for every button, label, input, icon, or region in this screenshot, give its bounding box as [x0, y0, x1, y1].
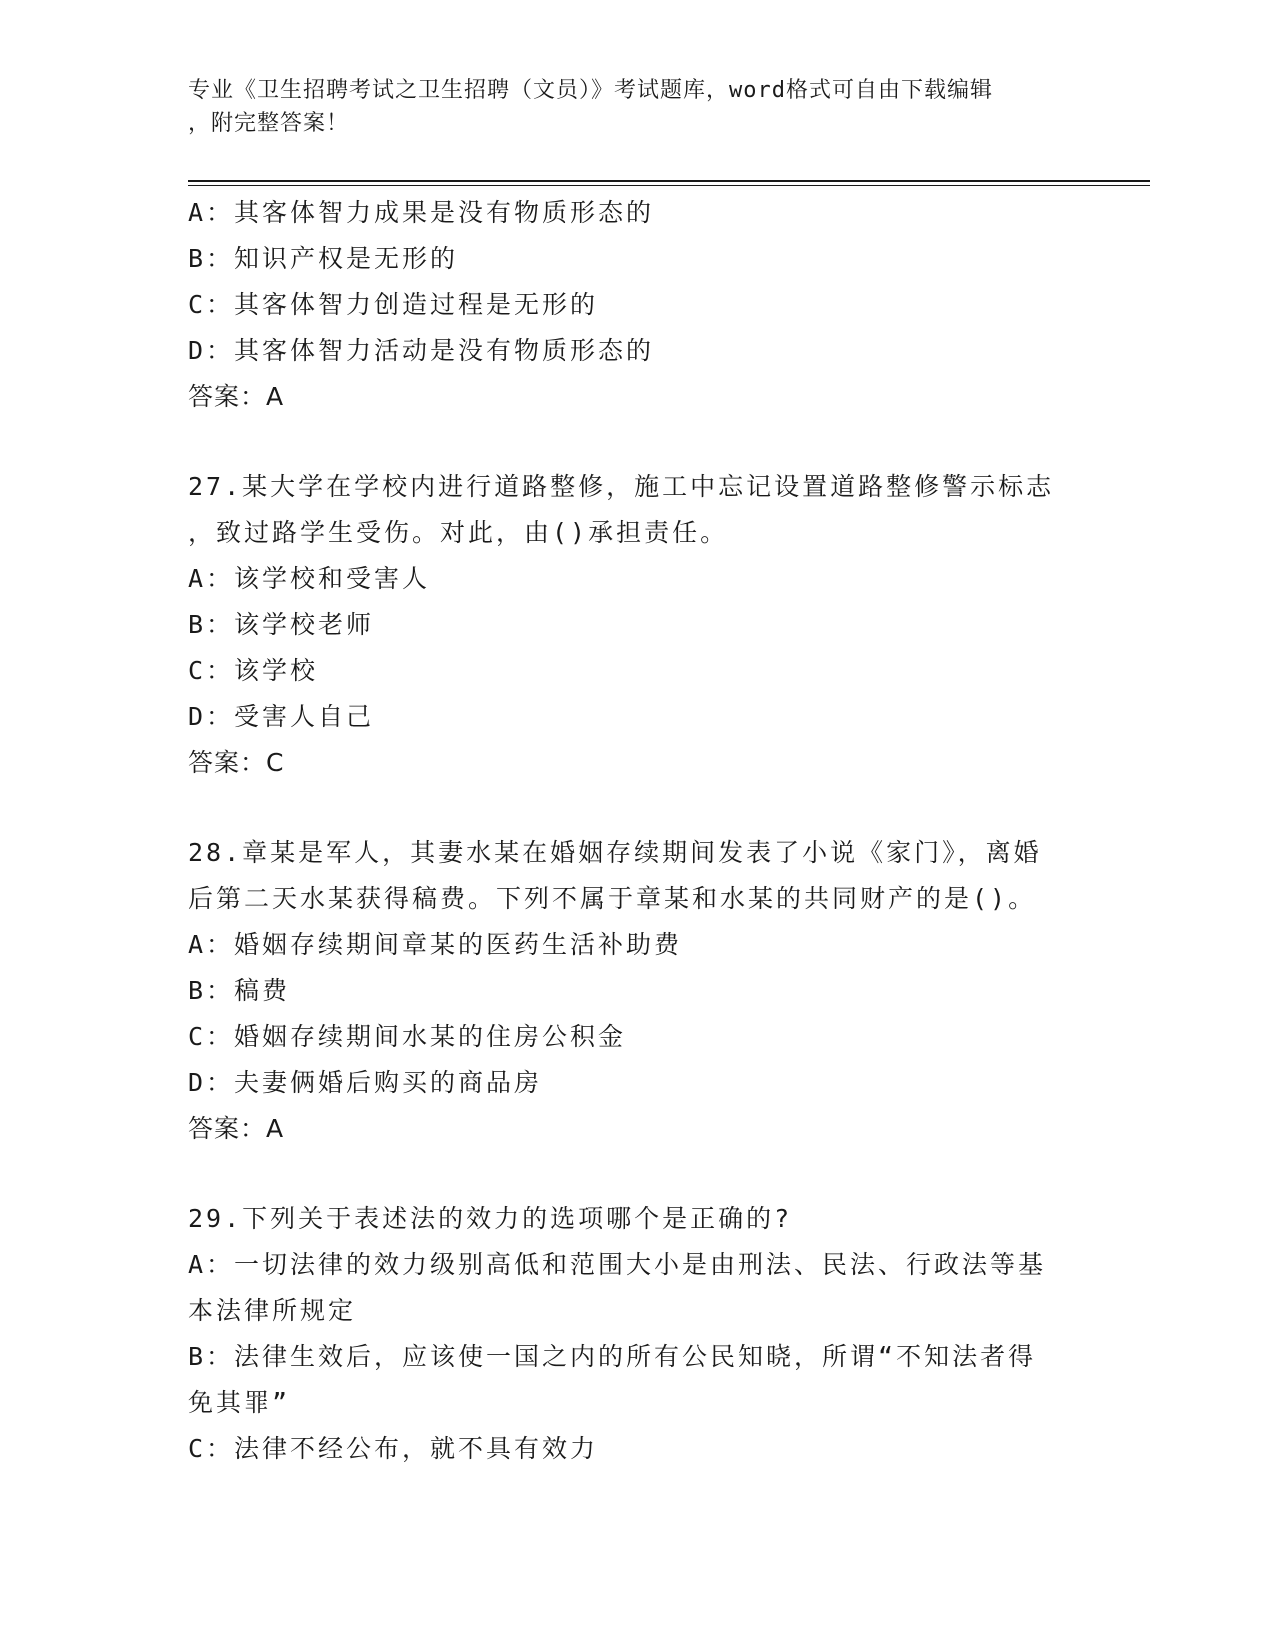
question-stem: 27.某大学在学校内进行道路整修，施工中忘记设置道路整修警示标志 [188, 472, 1055, 501]
header-divider-thin [188, 185, 1150, 186]
option-a: A：该学校和受害人 [188, 564, 431, 593]
option-a: A：一切法律的效力级别高低和范围大小是由刑法、民法、行政法等基 [188, 1250, 1047, 1279]
option-a-cont: 本法律所规定 [188, 1296, 357, 1325]
question-list [188, 190, 1088, 1472]
option-c: C：该学校 [188, 656, 319, 685]
option-a: A：其客体智力成果是没有物质形态的 [188, 198, 655, 227]
question-28 [188, 830, 1088, 1152]
option-c: C：法律不经公布，就不具有效力 [188, 1434, 599, 1463]
option-c: C：婚姻存续期间水某的住房公积金 [188, 1022, 627, 1051]
question-stem: 28.章某是军人，其妻水某在婚姻存续期间发表了小说《家门》，离婚 [188, 838, 1042, 867]
answer: 答案：A [188, 1114, 285, 1143]
spacer [188, 786, 1088, 830]
question-26 [188, 190, 1088, 420]
question-stem-cont: 后第二天水某获得稿费。下列不属于章某和水某的共同财产的是()。 [188, 884, 1037, 913]
header-line-2: ，附完整答案！ [188, 111, 350, 136]
header-divider-thick [188, 180, 1150, 182]
option-b-cont: 免其罪” [188, 1388, 291, 1417]
option-b: B：法律生效后，应该使一国之内的所有公民知晓，所谓“不知法者得 [188, 1342, 1037, 1371]
document-header [188, 74, 1068, 140]
option-b: B：稿费 [188, 976, 291, 1005]
spacer [188, 420, 1088, 464]
option-a: A：婚姻存续期间章某的医药生活补助费 [188, 930, 683, 959]
spacer [188, 1152, 1088, 1196]
question-27 [188, 464, 1088, 786]
question-stem-cont: ，致过路学生受伤。对此，由()承担责任。 [188, 518, 729, 547]
option-b: B：知识产权是无形的 [188, 244, 459, 273]
option-b: B：该学校老师 [188, 610, 375, 639]
header-line-1: 专业《卫生招聘考试之卫生招聘（文员）》考试题库，word格式可自由下载编辑 [188, 78, 993, 103]
option-d: D：其客体智力活动是没有物质形态的 [188, 336, 655, 365]
question-29 [188, 1196, 1088, 1472]
option-d: D：夫妻俩婚后购买的商品房 [188, 1068, 543, 1097]
question-stem: 29.下列关于表述法的效力的选项哪个是正确的? [188, 1204, 793, 1233]
answer: 答案：C [188, 748, 285, 777]
option-d: D：受害人自己 [188, 702, 375, 731]
option-c: C：其客体智力创造过程是无形的 [188, 290, 599, 319]
answer: 答案：A [188, 382, 285, 411]
